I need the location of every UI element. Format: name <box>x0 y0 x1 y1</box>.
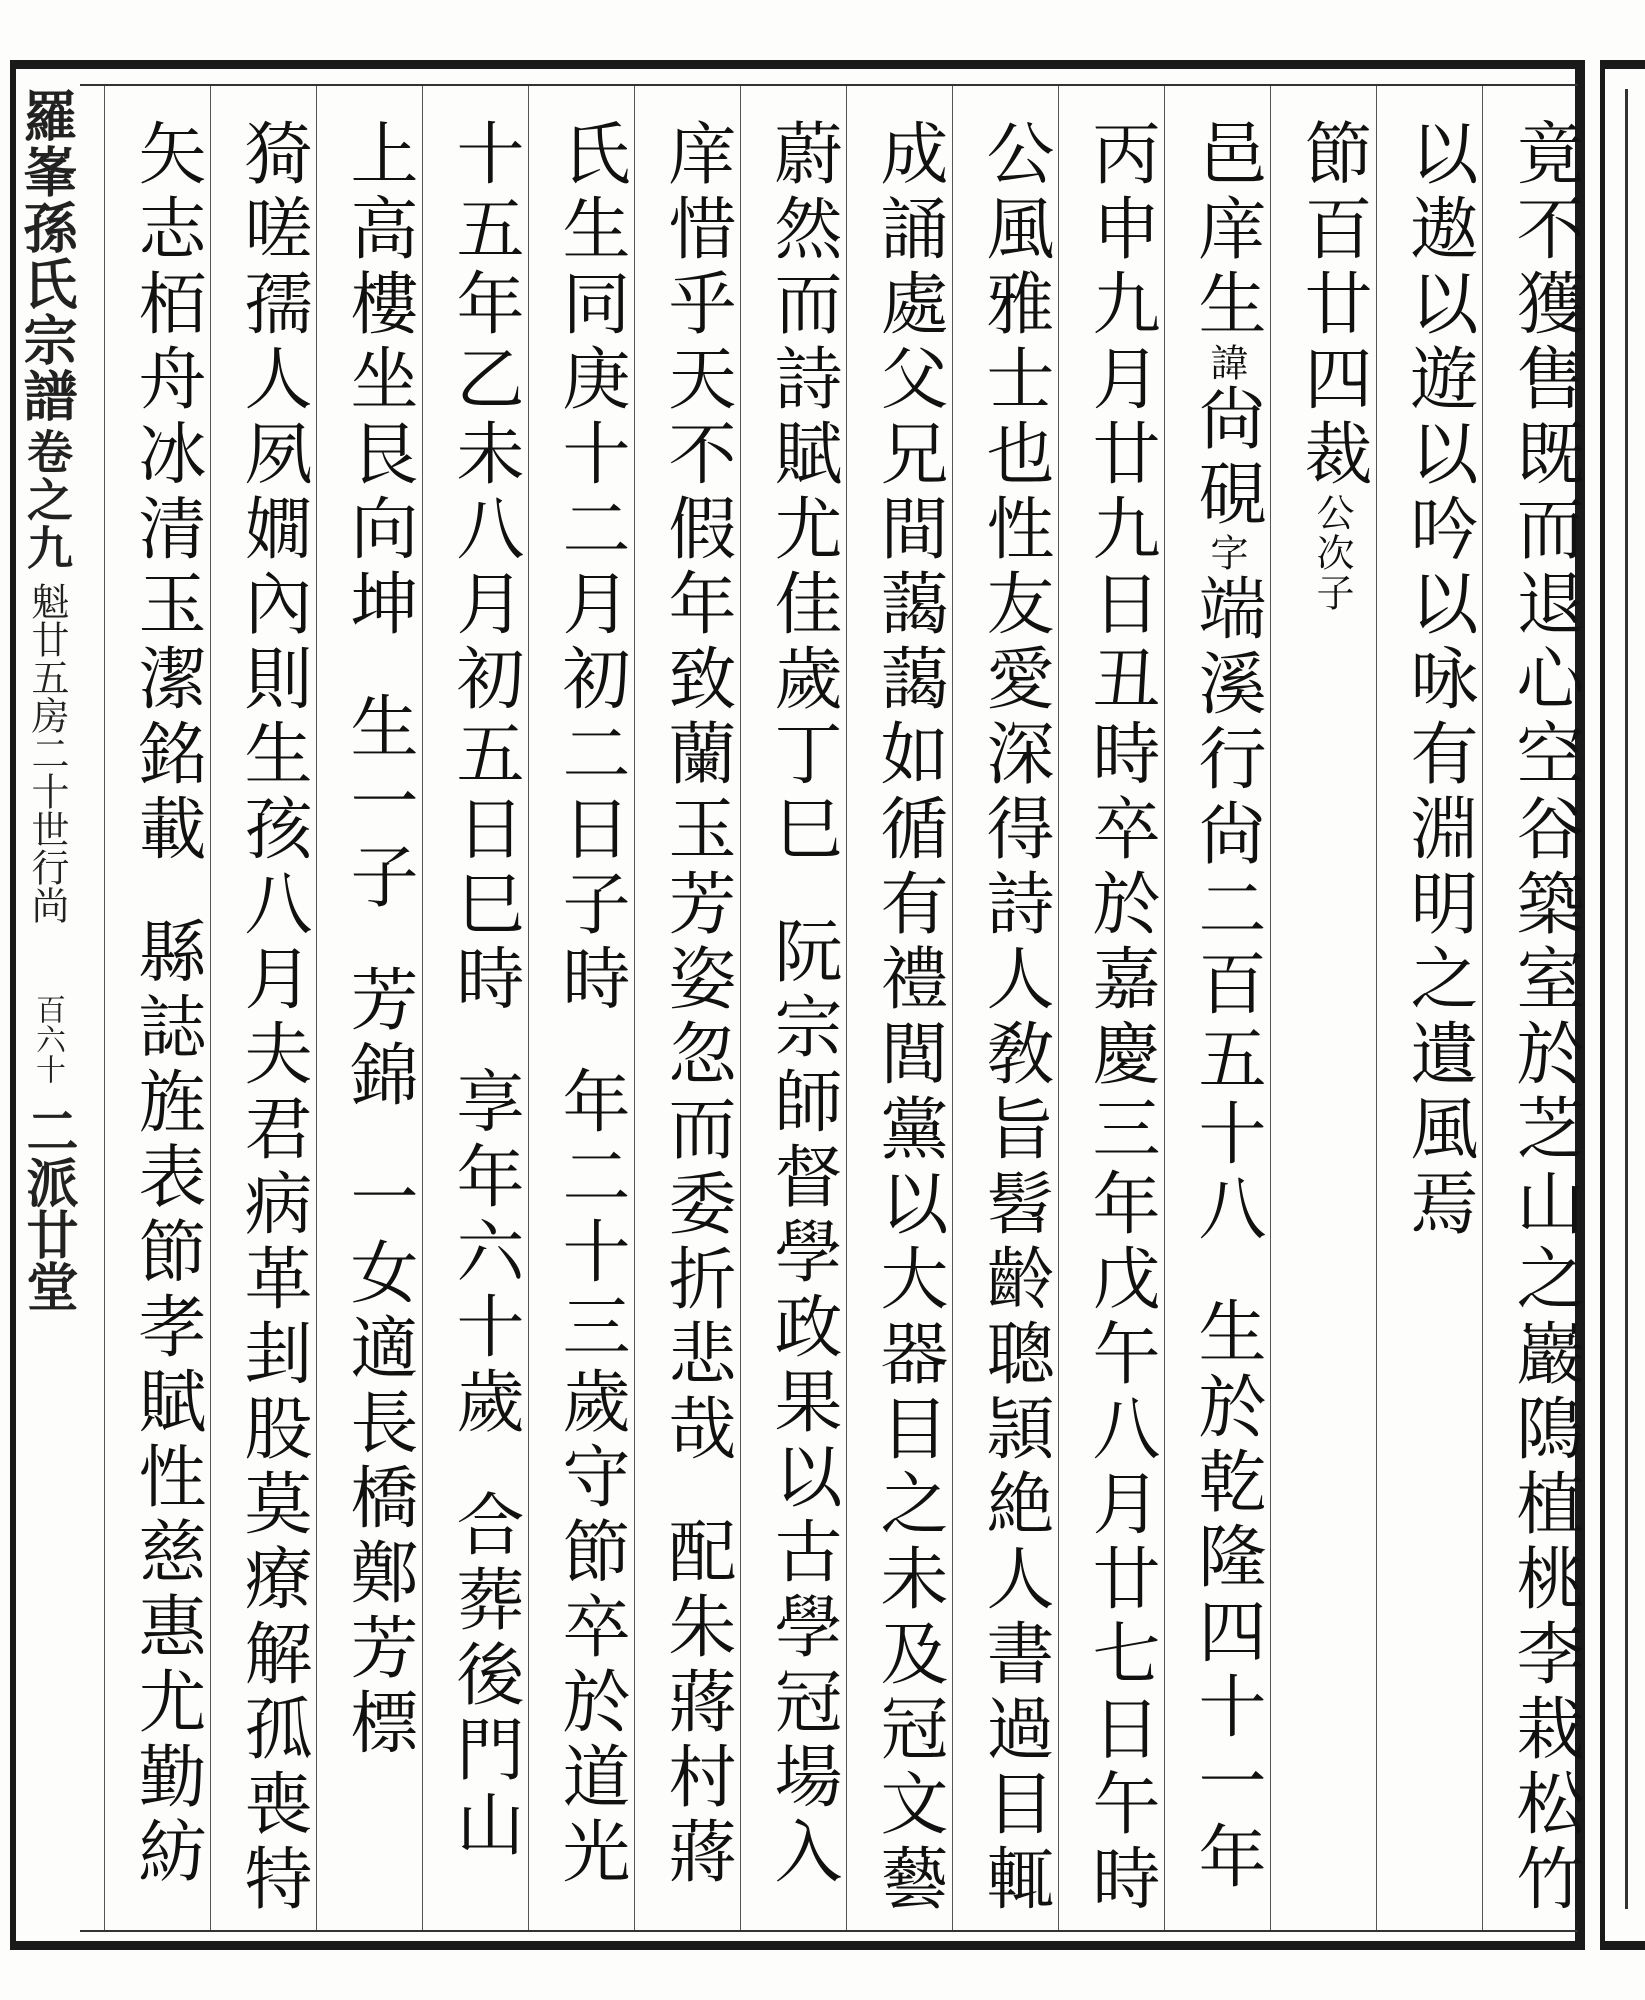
column-rule <box>104 86 105 1930</box>
text-column <box>116 118 216 1918</box>
column-text: 合葬後門山 <box>445 1489 524 1864</box>
banxin-margin <box>16 80 78 1940</box>
column-text: 芳錦 <box>339 964 418 1114</box>
book-title: 羅峯孫氏宗譜 <box>15 88 79 424</box>
column-text: 矢志栢舟冰清玉潔銘載 <box>127 118 206 868</box>
column-text: 節百廿四裁 <box>1293 118 1372 493</box>
column-text: 生一子 <box>339 691 418 916</box>
column-text: 阮宗師督學政果以古學冠場入 <box>763 916 842 1891</box>
column-text: 以遨以遊以吟以咏有淵明之遺風焉 <box>1399 118 1478 1243</box>
page-number: 百六十 <box>30 994 65 1084</box>
column-text: 一女適長橋鄭芳標 <box>339 1162 418 1762</box>
column-text: 公風雅士也性友愛深得詩人敎旨髫齡聰頴絶人書過目輒 <box>975 118 1054 1918</box>
column-text: 蔚然而詩賦尤佳歲丁巳 <box>763 118 842 868</box>
text-column <box>328 118 428 1918</box>
text-column <box>434 118 534 1918</box>
text-column <box>1388 118 1488 1918</box>
column-text: 庠惜乎天不假年致蘭玉芳姿忽而委折悲哉 <box>657 118 736 1468</box>
column-text: 端溪行尙二百五十八 <box>1187 573 1266 1248</box>
text-column <box>1176 118 1276 1918</box>
text-column <box>964 118 1064 1918</box>
text-column <box>858 118 958 1918</box>
column-text: 成誦處父兄間藹藹如循有禮閭黨以大器目之未及冠文藝 <box>869 118 948 1918</box>
column-text: 十五年乙未八月初五日巳時 <box>445 118 524 1018</box>
text-column <box>222 118 322 1918</box>
column-text: 生於乾隆四十一年 <box>1187 1296 1266 1896</box>
hall-name: 二派廿堂 <box>17 1104 78 1312</box>
text-column <box>540 118 640 1918</box>
branch-section-label: 魁廿五房二十世行尚 <box>25 582 69 924</box>
volume-label: 卷之九 <box>20 428 74 572</box>
column-text: 尙硯 <box>1187 383 1266 533</box>
column-text: 丙申九月廿九日丑時卒於嘉慶三年戊午八月廿七日午時 <box>1081 118 1160 1918</box>
column-text: 上高樓坐艮向坤 <box>339 118 418 643</box>
small-annotation: 諱 <box>1204 343 1248 383</box>
column-text: 氏生同庚十二月初二日子時 <box>551 118 630 1018</box>
column-text: 享年六十歲 <box>445 1066 524 1441</box>
text-column <box>1070 118 1170 1918</box>
text-column <box>1494 118 1594 1918</box>
small-annotation: 字 <box>1204 533 1248 573</box>
text-column <box>646 118 746 1918</box>
column-text: 竟不獲售既而退心空谷築室於芝山之巖隝植桃李栽松竹 <box>1505 118 1584 1918</box>
column-text: 邑庠生 <box>1187 118 1266 343</box>
next-page-edge <box>1600 60 1645 1950</box>
small-annotation: 公次子 <box>1310 493 1354 613</box>
text-column <box>752 118 852 1918</box>
text-column <box>1282 118 1382 1918</box>
column-text: 年二十三歲守節卒於道光 <box>551 1066 630 1891</box>
column-text: 縣誌旌表節孝賦性慈惠尤勤紡 <box>127 916 206 1891</box>
column-text: 猗嗟孺人夙嫺內則生孩八月夫君病革刲股莫療解孤喪特 <box>233 118 312 1918</box>
column-text: 配朱蔣村蔣 <box>657 1516 736 1891</box>
